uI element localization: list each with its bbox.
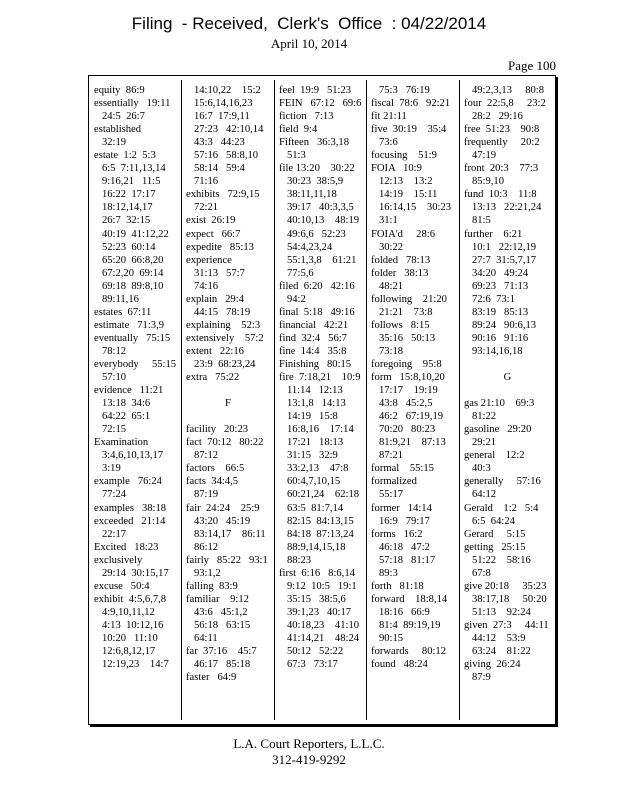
index-entry: fit 21:11 [371,111,407,123]
reporter-name: L.A. Court Reporters, L.L.C. [233,736,385,751]
index-entry: estimate 71:3,9 [94,319,165,331]
index-entry: 67:2,20 69:14 [94,267,164,279]
index-entry: evidence 11:21 [94,385,164,397]
index-entry: 49:2,3,13 80:8 [464,85,545,96]
blank-line [186,384,270,397]
index-entry: 28:2 29:16 [464,111,523,123]
index-entry: forth 81:18 [371,580,424,592]
index-entry: 4:13 10:12,16 [94,619,164,631]
index-entry: 81:4 89:19,19 [371,619,441,631]
index-entry: 74:16 [186,280,219,292]
index-entry: 87:21 [371,450,404,462]
index-entry: four 22:5,8 23:2 [464,98,546,110]
index-entry: 29:21 [464,437,497,449]
index-entry: 31:1 [371,215,398,227]
index-entry: 60:4,7,10,15 [279,476,341,488]
index-entry: 44:12 53:9 [464,632,526,644]
index-entry: frequently 20:2 [464,137,540,149]
index-entry: 46:18 47:2 [371,541,430,553]
index-entry: financial 42:21 [279,319,349,331]
index-entry: exclusively [94,554,143,566]
index-entry: 13:18 34:6 [94,398,151,410]
index-entry: 81:9,21 87:13 [371,437,446,449]
index-entry: facility 20:23 [186,424,249,436]
index-entry: 40:19 41:12,22 [94,228,169,240]
section-letter: F [225,398,231,410]
index-entry: 57:10 [94,372,127,384]
index-entry: former 14:14 [371,502,432,514]
index-entry: fiction 7:13 [279,111,334,123]
index-entry: 75:3 76:19 [371,85,430,96]
index-entry: 38:11,11,18 [279,189,337,201]
index-entry: 87:12 [186,450,219,462]
index-entry: 12:19,23 14:7 [94,659,169,671]
index-entry: 43:3 44:23 [186,137,245,149]
index-entry: 93:14,16,18 [464,345,523,357]
index-entry: 33:2,13 47:8 [279,463,349,475]
index-entry: fiscal 78:6 92:21 [371,98,451,110]
index-entry: Gerald 1:2 5:4 [464,502,539,514]
index-entry: 17:17 19:19 [371,385,438,397]
index-entry: filed 6:20 42:16 [279,280,355,292]
index-entry: exceeded 21:14 [94,515,166,527]
index-entry: gasoline 29:20 [464,424,532,436]
index-entry: estates 67:11 [94,306,152,318]
index-entry: 90:15 [371,632,404,644]
index-entry: 32:19 [94,137,127,149]
index-entry: 17:21 18:13 [279,437,344,449]
index-entry: 46:17 85:18 [186,659,251,671]
index-entry: 55:1,3,8 61:21 [279,254,357,266]
index-entry: found 48:24 [371,659,428,671]
index-entry: 29:14 30:15,17 [94,567,169,579]
column-divider [181,80,182,720]
index-entry: 13:1,8 14:13 [279,398,346,410]
index-entry: 67:8 [464,567,491,579]
index-entry: 14:10,22 15:2 [186,85,261,96]
index-entry: given 27:3 44:11 [464,619,549,631]
index-entry: example 76:24 [94,476,162,488]
index-entry: exhibit 4:5,6,7,8 [94,593,167,605]
index-entry: explaining 52:3 [186,319,261,331]
index-entry: formalized [371,476,417,488]
index-entry: forwards 80:12 [371,646,447,658]
index-entry: 72:15 [94,424,127,436]
index-entry: 31:13 57:7 [186,267,245,279]
index-entry: facts 34:4,5 [186,476,239,488]
index-entry: 52:23 60:14 [94,241,156,253]
index-entry: 93:1,2 [186,567,221,579]
transcript-date: April 10, 2014 [270,36,348,51]
index-entry: free 51:23 90:8 [464,124,540,136]
index-entry: front 20:3 77:3 [464,163,539,175]
index-entry: 86:12 [186,541,219,553]
index-entry: fact 70:12 80:22 [186,437,264,449]
index-entry: familiar 9:12 [186,593,249,605]
index-entry: FOIA'd 28:6 [371,228,436,240]
index-entry: 30:23 38:5,9 [279,176,344,188]
index-entry: 65:20 66:8,20 [94,254,164,266]
index-entry: 73:6 [371,137,398,149]
index-entry: 67:3 73:17 [279,659,338,671]
index-entry: Gerard 5:15 [464,528,526,540]
index-entry: 88:9,14,15,18 [279,541,346,553]
column-divider [274,80,275,720]
index-entry: fire 7:18,21 10:9 [279,372,361,384]
index-entry: fairly 85:22 93:1 [186,554,268,566]
index-entry: 12:6,8,12,17 [94,646,156,658]
index-entry: fine 14:4 35:8 [279,345,347,357]
index-column-5 [464,84,551,718]
index-entry: 31:15 32:9 [279,450,338,462]
index-entry: 89:24 90:6,13 [464,319,537,331]
index-entry: 94:2 [279,293,306,305]
index-entry: FEIN 67:12 69:6 [279,98,362,110]
index-box [88,75,556,725]
index-entry: eventually 75:15 [94,332,171,344]
index-entry: 10:20 11:10 [94,632,158,644]
index-entry: folded 78:13 [371,254,431,266]
index-entry: first 6:16 8:6,14 [279,567,355,579]
index-entry: 81:5 [464,215,491,227]
index-entry: 84:18 87:13,24 [279,528,354,540]
index-entry: established [94,124,142,136]
index-entry: 9:12 10:5 19:1 [279,580,357,592]
index-entry: FOIA 10:9 [371,163,422,175]
index-entry: 14:19 15:11 [371,189,438,201]
index-entry: 77:5,6 [279,267,314,279]
index-entry: 30:22 [371,241,404,253]
index-entry: foregoing 95:8 [371,358,442,370]
index-entry: 34:20 49:24 [464,267,529,279]
index-entry: 73:18 [371,345,404,357]
index-entry: getting 25:15 [464,541,526,553]
index-entry: expect 66:7 [186,228,241,240]
index-entry: 16:7 17:9,11 [186,111,250,123]
index-entry: 72:21 [186,202,219,214]
index-entry: feel 19:9 51:23 [279,85,352,96]
index-entry: 18:16 66:9 [371,606,430,618]
index-entry: 3:19 [94,463,121,475]
index-entry: 83:19 85:13 [464,306,529,318]
index-entry: 71:16 [186,176,219,188]
page-number: Page 100 [507,58,556,73]
index-entry: 27:7 31:5,7,17 [464,254,537,266]
index-entry: 23:9 68:23,24 [186,358,256,370]
index-entry: 88:23 [279,554,312,566]
index-column-4 [371,84,455,718]
index-entry: 54:4,23,24 [279,241,333,253]
index-entry: 44:15 78:19 [186,306,251,318]
index-entry: 3:4,6,10,13,17 [94,450,164,462]
index-entry: 6:5 7:11,13,14 [94,163,166,175]
column-divider [366,80,367,720]
index-entry: Finishing 80:15 [279,358,352,370]
index-entry: 9:16,21 11:5 [94,176,161,188]
index-entry: 82:15 84:13,15 [279,515,354,527]
index-entry: 16:9 79:17 [371,515,430,527]
index-entry: explain 29:4 [186,293,244,305]
index-entry: formal 55:15 [371,463,434,475]
index-entry: 15:6,14,16,23 [186,98,253,110]
index-entry: follows 8:15 [371,319,430,331]
index-entry: find 32:4 56:7 [279,332,347,344]
index-entry: exhibits 72:9,15 [186,189,260,201]
index-entry: faster 64:9 [186,672,237,684]
index-entry: 39:17 40:3,3,5 [279,202,354,214]
filing-stamp: Filing - Received, Clerk's Office : 04/22/2014 [131,14,487,33]
index-entry: Examination [94,437,149,449]
index-entry: estate 1:2 5:3 [94,150,156,162]
index-entry: essentially 19:11 [94,98,171,110]
index-entry: further 6:21 [464,228,523,240]
index-entry: 13:13 22:21,24 [464,202,542,214]
index-entry: 38:17,18 50:20 [464,593,547,605]
index-entry: 49:6,6 52:23 [279,228,346,240]
section-letter: G [503,372,512,384]
index-entry: following 21:20 [371,293,447,305]
index-entry: 90:16 91:16 [464,332,529,344]
index-entry: 43:8 45:2,5 [371,398,433,410]
index-entry: generally 57:16 [464,476,541,488]
index-entry: 55:17 [371,489,404,501]
index-entry: 48:21 [371,280,404,292]
index-entry: 57:18 81:17 [371,554,436,566]
index-entry: 87:19 [186,489,219,501]
index-entry: folder 38:13 [371,267,429,279]
index-column-3 [279,84,363,718]
index-entry: 89:11,16 [94,293,139,305]
blank-line [464,384,551,397]
index-entry: 40:18,23 41:10 [279,619,360,631]
index-entry: 12:13 13:2 [371,176,433,188]
index-entry: 10:1 22:12,19 [464,241,537,253]
index-entry: examples 38:18 [94,502,167,514]
index-entry: 16:22 17:17 [94,189,156,201]
index-entry: 77:24 [94,489,127,501]
index-entry: 56:18 63:15 [186,619,251,631]
index-entry: 43:6 45:1,2 [186,606,248,618]
index-entry: factors 66:5 [186,463,245,475]
index-entry: 85:9,10 [464,176,505,188]
index-entry: form 15:8,10,20 [371,372,445,384]
index-entry: expedite 85:13 [186,241,254,253]
index-entry: everybody 55:15 [94,358,177,370]
index-entry: 35:15 38:5,6 [279,593,346,605]
index-entry: fund 10:3 11:8 [464,189,537,201]
index-entry: 63:5 81:7,14 [279,502,344,514]
index-entry: fair 24:24 25:9 [186,502,260,514]
index-entry: forms 16:2 [371,528,423,540]
index-entry: 46:2 67:19,19 [371,411,444,423]
index-entry: forward 18:8,14 [371,593,448,605]
index-column-1 [94,84,178,718]
index-entry: focusing 51:9 [371,150,437,162]
index-entry: 16:14,15 30:23 [371,202,452,214]
index-entry: 14:19 15:8 [279,411,338,423]
index-entry: far 37:16 45:7 [186,646,257,658]
index-entry: file 13:20 30:22 [279,163,355,175]
index-entry: 64:12 [464,489,497,501]
index-entry: 64:11 [186,632,218,644]
index-entry: 83:14,17 86:11 [186,528,266,540]
index-entry: 69:23 71:13 [464,280,529,292]
index-entry: 35:16 50:13 [371,332,436,344]
index-entry: 6:5 64:24 [464,515,515,527]
index-entry: 39:1,23 40:17 [279,606,352,618]
column-divider [459,80,460,720]
index-entry: 22:17 [94,528,127,540]
index-entry: 57:16 58:8,10 [186,150,259,162]
index-entry: 24:5 26:7 [94,111,145,123]
index-entry: five 30:19 35:4 [371,124,447,136]
index-entry: 47:19 [464,150,497,162]
index-entry: experience [186,254,232,266]
index-entry: 16:8,16 17:14 [279,424,354,436]
index-entry: exist 26:19 [186,215,236,227]
index-entry: 64:22 65:1 [94,411,151,423]
index-entry: Fifteen 36:3,18 [279,137,350,149]
index-entry: 51:22 58:16 [464,554,531,566]
index-entry: 78:12 [94,345,127,357]
index-entry: 58:14 59:4 [186,163,245,175]
index-entry: equity 86:9 [94,85,145,96]
index-entry: 51:13 92:24 [464,606,531,618]
index-entry: 18:12,14,17 [94,202,153,214]
index-entry: 41:14,21 48:24 [279,632,360,644]
index-entry: extensively 57:2 [186,332,264,344]
index-entry: 51:3 [279,150,306,162]
index-entry: giving 26:24 [464,659,521,671]
index-entry: extent 22:16 [186,345,244,357]
index-entry: 87:9 [464,672,491,684]
index-entry: gas 21:10 69:3 [464,398,535,410]
index-entry: general 12:2 [464,450,525,462]
index-entry: 27:23 42:10,14 [186,124,264,136]
index-entry: 70:20 80:23 [371,424,436,436]
index-column-2 [186,84,270,718]
index-entry: 50:12 52:22 [279,646,344,658]
index-entry: 26:7 32:15 [94,215,151,227]
index-entry: 21:21 73:8 [371,306,433,318]
index-entry: 89:3 [371,567,398,579]
blank-line [464,358,551,371]
index-entry: Excited 18:23 [94,541,159,553]
index-entry: 40:3 [464,463,491,475]
reporter-phone: 312-419-9292 [272,752,346,767]
index-entry: 60:21,24 62:18 [279,489,360,501]
index-entry: 43:20 45:19 [186,515,251,527]
index-entry: 63:24 81:22 [464,646,531,658]
index-entry: 4:9,10,11,12 [94,606,155,618]
index-entry: excuse 50:4 [94,580,150,592]
index-entry: falling 83:9 [186,580,238,592]
index-entry: field 9:4 [279,124,318,136]
index-entry: give 20:18 35:23 [464,580,547,592]
index-entry: 11:14 12:13 [279,385,343,397]
index-entry: final 5:18 49:16 [279,306,355,318]
index-entry: 72:6 73:1 [464,293,515,305]
index-entry: 81:22 [464,411,497,423]
index-entry: 69:18 89:8,10 [94,280,164,292]
index-entry: 40:10,13 48:19 [279,215,360,227]
blank-line [186,410,270,423]
index-entry: extra 75:22 [186,372,240,384]
